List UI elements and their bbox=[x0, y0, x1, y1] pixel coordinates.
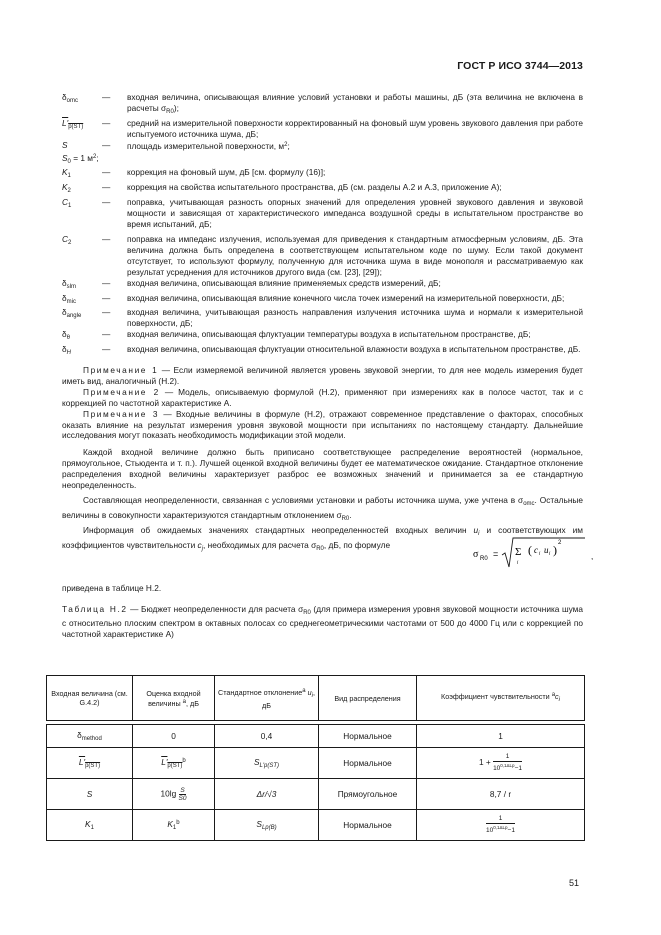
formula-comma: , bbox=[591, 551, 594, 561]
table-row: $L'_{p(ST)}$ $L'_{p(ST)}^b$ $S_{L'p(ST)}$ Нормальное 1 + 1 $10^{0,1\Delta Lp}-1$ bbox=[47, 748, 585, 779]
page-number: 51 bbox=[569, 878, 580, 888]
paragraph-uncertainty: Составляющая неопределенности, связанная с условиями установки и работы источника шума, уже учтена в $\sigma_{omc}$. Остальные величины в совокупности характеризуются стандартным отклонением $\sigma_{R0}$. bbox=[62, 495, 584, 522]
definition-row: $K_1$ — коррекция на фоновый шум, дБ [см. формулу (16)]; bbox=[62, 167, 326, 180]
formula-sum: Σ bbox=[515, 545, 522, 558]
table-row: S 10lg $\frac{S}{S0}$ Δr/√3 Прямоугольное 8,7 / r bbox=[47, 779, 585, 810]
definition-row: $L'_{p(ST)}$ — средний на измерительной поверхности корректированный на фоновый шум уровень звукового давления при работе испытуемого источника шума, дБ; bbox=[62, 117, 583, 139]
definition-row: $C_1$ — поправка, учитывающая разность опорных значений для определения уровней звукового давления и звуковой мощности и зависящая от характеристического импеданса воздушной среды в испытательном пространстве во время испытаний, дБ; bbox=[62, 197, 583, 230]
definitions-list bbox=[62, 92, 583, 359]
formula-eq: = bbox=[493, 548, 499, 559]
document-header: ГОСТ Р ИСО 3744—2013 bbox=[457, 60, 583, 72]
definition-row: $C_2$ — поправка на импеданс излучения, используемая для приведения к стандартным атмосферным условиям, дБ. Эта величина должна быть определена в соответствующем испытательном коде по шуму. Если такой документ отсутствует, то используют формулу, полученную для источника шума в виде монополя и рассматриваемую как результат усреднения для источников другого вида (см. [23], [29]); bbox=[62, 233, 583, 277]
definition-row: $\delta_{angle}$ — входная величина, учитывающая разность направления излучения источника шума и нормали к измерительной поверхности, дБ; bbox=[62, 307, 583, 329]
table-row: $\delta_{method}$ 0 0,4 Нормальное 1 bbox=[47, 725, 585, 748]
definition-row: S — площадь измерительной поверхности, $м^2$; bbox=[62, 139, 290, 151]
definition-row: $\delta_{omc}$ — входная величина, описывающая влияние условий установки и работы машины, дБ (эта величина не включена в расчеты $\sigma_{R0}$); bbox=[62, 92, 583, 115]
header-estimate: Оценка входной величины $^а$, дБ bbox=[133, 676, 215, 721]
note-1: Примечание 1 — Если измеряемой величиной является уровень звуковой энергии, то для нее модель измерения будет иметь вид, аналогичный (Н.2). bbox=[62, 365, 583, 386]
formula-i1: i bbox=[539, 550, 541, 557]
document-body bbox=[62, 92, 594, 640]
note-2: Примечание 2 — Модель, описываемую формулой (Н.2), применяют при измерениях как в полосе частот, так и с коррекцией по частотной характеристике А. bbox=[62, 386, 583, 408]
header-input-quantity: Входная величина (см. G.4.2) bbox=[47, 676, 133, 721]
note-3: Примечание 3 — Входные величины в формуле (Н.2), отражают современное представление о факторах, способных оказать влияние на результат измерения уровня звуковой мощности при испытаниях по настоящему стандарту. Дальнейшие исследования могут показать необходимость модификации этой модели. bbox=[62, 408, 583, 441]
formula-u: u bbox=[544, 544, 549, 555]
definition-row: $\delta_{mic}$ — входная величина, описывающая влияние конечного числа точек измерений на измерительной поверхности, дБ; bbox=[62, 292, 565, 305]
definition-row: $\delta_H$ — входная величина, описывающая флуктуации относительной влажности воздуха в испытательном пространстве, дБ. bbox=[62, 344, 581, 357]
definition-row: $\delta_{slm}$ — входная величина, описывающая влияние применяемых средств измерений, дБ; bbox=[62, 277, 441, 290]
formula-sub: R0 bbox=[480, 555, 488, 562]
sensitivity-formula: 1 + 1 $10^{0,1\Delta Lp}-1$ bbox=[417, 748, 585, 779]
definition-row: $\delta_\theta$ — входная величина, описывающая флуктуации температуры воздуха в испытательном пространстве, дБ; bbox=[62, 329, 531, 342]
formula-paren-close: ) bbox=[553, 542, 557, 557]
header-std-deviation: Стандартное отклонение$^а$ $u_i$, дБ bbox=[215, 676, 319, 721]
formula-c: c bbox=[534, 544, 538, 555]
sensitivity-formula: 1 $10^{0,1\Delta Lp}-1$ bbox=[417, 810, 585, 841]
uncertainty-budget-table bbox=[46, 675, 585, 841]
formula-sigma: σ bbox=[473, 548, 479, 560]
definition-row: $S_0 = 1$ $м^2$; bbox=[62, 152, 99, 165]
header-sensitivity: Коэффициент чувствительности $^аc_i$ bbox=[417, 676, 585, 721]
formula-paren-open: ( bbox=[528, 542, 532, 557]
table-caption: Таблица Н.2 — Бюджет неопределенности для расчета $\sigma_{R0}$ (для примера измерения уровня звуковой мощности источника шума с относительно плоским спектром в октавных полосах со среднегеометрическими частотами от 500 до 4000 Гц или с коррекцией по частотной характеристике А) bbox=[62, 603, 583, 640]
definition-row: $K_2$ — коррекция на свойства испытательного пространства, дБ (см. разделы А.2 и А.3, приложение А); bbox=[62, 182, 502, 195]
paragraph-table-ref: приведена в таблице Н.2. bbox=[62, 582, 162, 593]
formula-exp: 2 bbox=[558, 539, 562, 546]
table-row: $K_1$ $K_1^b$ $S_{Lp(B)}$ Нормальное 1 $10^{0,1\Delta Lp}-1$ bbox=[47, 810, 585, 841]
paragraph-distribution: Каждой входной величине должно быть приписано соответствующее распределение вероятностей (нормальное, прямоугольное, Стьюдента и т. п.). Лучшей оценкой входной величины будет ее математическое ожидание. Стандартное отклонение распределения входной величины характеризует разброс ее возможных значений и принимается за ее стандартную неопределенность. bbox=[62, 447, 583, 491]
formula-index: i bbox=[517, 559, 519, 566]
header-distribution: Вид распределения bbox=[319, 676, 417, 721]
paragraph-formula: Информация об ожидаемых значениях стандартных неопределенностей входных величин $u_i$ и соответствующих им коэффициентов чувствительности $c_j$, необходимых для расчета $\sigma_{R0}$, дБ, по формуле bbox=[62, 524, 583, 552]
formula-i2: i bbox=[549, 550, 551, 557]
sigma-formula bbox=[473, 535, 593, 571]
table-header-row bbox=[47, 676, 585, 721]
